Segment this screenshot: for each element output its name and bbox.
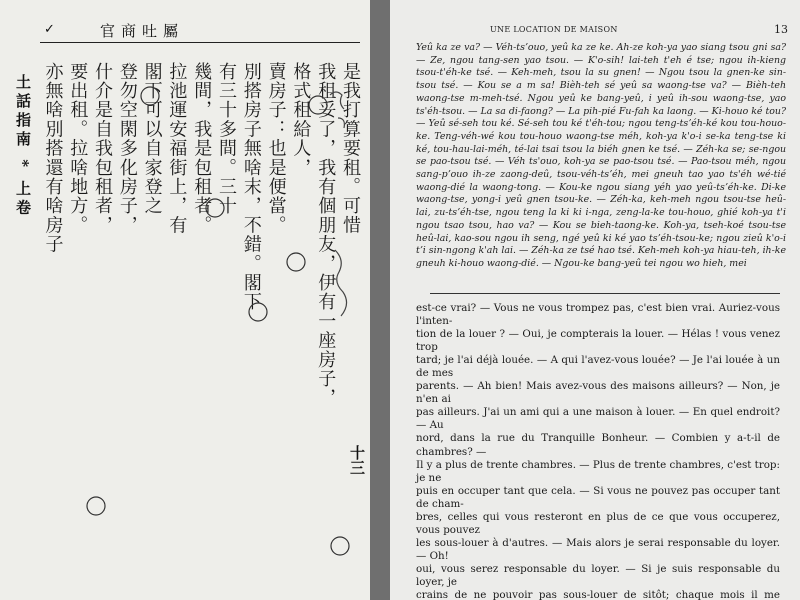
translation-line: Il y a plus de trente chambres. — Plus de trente chambres, c'est trop: je ne [416,458,780,484]
translation-line: pas ailleurs. J'ai un ami qui a une maison à louer. — En quel endroit? — Au [416,406,780,432]
translation-line: bres, celles qui vous resteront en plus de ce que vous occuperez, vous pouvez [416,510,780,536]
chinese-text-body [40,62,362,592]
text-column: 有三十多間。三十 [216,62,238,216]
text-column: 閣下可以自家登之 [141,62,163,216]
translation-line: parents. — Ah bien! Mais avez-vous des maisons ailleurs? — Non, je n'en ai [416,380,780,406]
side-label: 土話指南 * 上卷 [14,74,32,219]
text-column: 登勿空閑多化房子， [116,62,138,235]
page-number: 13 [774,23,788,36]
text-column: 我租妥了，我有個朋友，伊有一座房子， [315,62,337,408]
translation-line: nord, dans la rue du Tranquille Bonheur. — Combien y a-t-il de chambres? — [416,432,780,458]
translation-line: est-ce vrai? — Vous ne vous trompez pas, c'est bien vrai. Auriez-vous l'inten- [416,302,780,328]
book-title: 官商吐屬 [100,22,185,40]
text-column: 拉池運安福街上，有 [166,62,188,235]
column-number: 十三 [348,445,366,475]
left-page-header [40,20,360,43]
running-title: UNE LOCATION DE MAISON [490,25,618,34]
romanized-transcription: Yeû ka ze va? — Véh-tsʼouo, yeû ka ze ke. Ah-ze koh-ya yao siang tsou gni sa? — Ze, ngou tang-sen yao tsou. — K'o-sih! lai-teh t'eh é tse; ngou ih-kieng tsou-t'éh-ke tsé. — Keh-meh, tsou la su gnen! — Ngou tsou la gnen-ke sin-tsou tsé. — Kou se a m sa! Bièh-teh sé yeû sa waong-tse va? — Bièh-teh waong-tse m-meh-tsé. Ngou yeû ke bang-yeû, i yeû ih-sou waong-tse, yao ts'éh-tsou. — La sa di-faong? — La pih-pié Fu-fah ka laong. — Ki-houo ké tou? — Yeû sé-seh tou ké. Sé-seh tou ké t'éh-tou; ngou teng-tsʼéh-ké kou tou-houo-ke. Teng-véh-wé kou tou-houo waong-tse méh, koh-ya k'o-i se-ka teng-tse ki ké, tou-hau-lai-méh, té-lai tsai tsou la biéh gnen ke tsé. — Zéh-ka se; se-ngou se pao-tsou tsé. — Véh ts'ouo, koh-ya se pao-tsou tsé. — Pao-tsou méh, ngou sang-pʼouo ih-ze zaong-deû, tsou-véh-tsʼéh, mei gneuh tao yao ts'éh wé-tié waong-dié la waong-tong. — Kou-ke ngou siang yéh yao yeû-tsʼéh-ke. Di-ke waong-tse, yong-i yeû gnen tsou-ke. — Zéh-ka, keh-meh ngou tsou-tse heû-lai, zu-tsʼéh-tse, ngou teng la ki ki i-nga, zeng-la-ke tou-houo, ghié koh-ya t'i ngou tsao tsou, hao va? — Kou se bieh-taong-ke. Koh-ya, tseh-koé tsou-tse heû-lai, kao-sou ngou ih seng, ngé yeû ki ké yao tsʼéh-tsou-ke; ngou zieû k'o-i tʼi sin-ngong k'ah lai. — Zéh-ka ze tsé hao tsé. Keh-meh koh-ya hiau-teh, ih-ke gneuh ki-houo waong-dié. — Ngou-ke bang-yeû tei ngou wo hieh, mei [416,42,786,269]
translation-line: tard; je l'ai déjà louée. — A qui l'avez-vous louée? — Je l'ai louée à un de mes [416,354,780,380]
text-column: 是我打算要租。可惜 [340,62,361,235]
text-column: 什介是自我包租者， [92,62,114,235]
text-column: 要出租。拉啥地方。 [67,62,89,235]
translation-line: oui, vous serez responsable du loyer. — Si je suis responsable du loyer, je [416,562,780,588]
french-translation [416,302,780,600]
translation-line: les sous-louer à d'autres. — Mais alors je serai responsable du loyer. — Oh! [416,536,780,562]
translation-line: puis en occuper tant que cela. — Si vous ne pouvez pas occuper tant de cham- [416,484,780,510]
right-page-header [410,20,790,40]
right-page [390,0,800,600]
translation-line: tion de la louer ? — Oui, je compterais la louer. — Hélas ! vous venez trop [416,328,780,354]
translation-line: crains de ne pouvoir pas sous-louer de sitôt; chaque mois il me [416,589,780,600]
checkmark-annotation: ✓ [44,22,55,37]
text-column: 亦無啥別搭還有啥房子 [42,62,64,254]
text-column: 格式租給人， [290,62,312,178]
text-column: 別搭房子無啥末，不錯。閣下 [240,62,262,312]
text-column: 幾間，我是包租者。 [191,62,213,235]
left-page [0,0,370,600]
section-divider [430,293,780,294]
text-column: 賣房子：也是便當。 [265,62,287,235]
